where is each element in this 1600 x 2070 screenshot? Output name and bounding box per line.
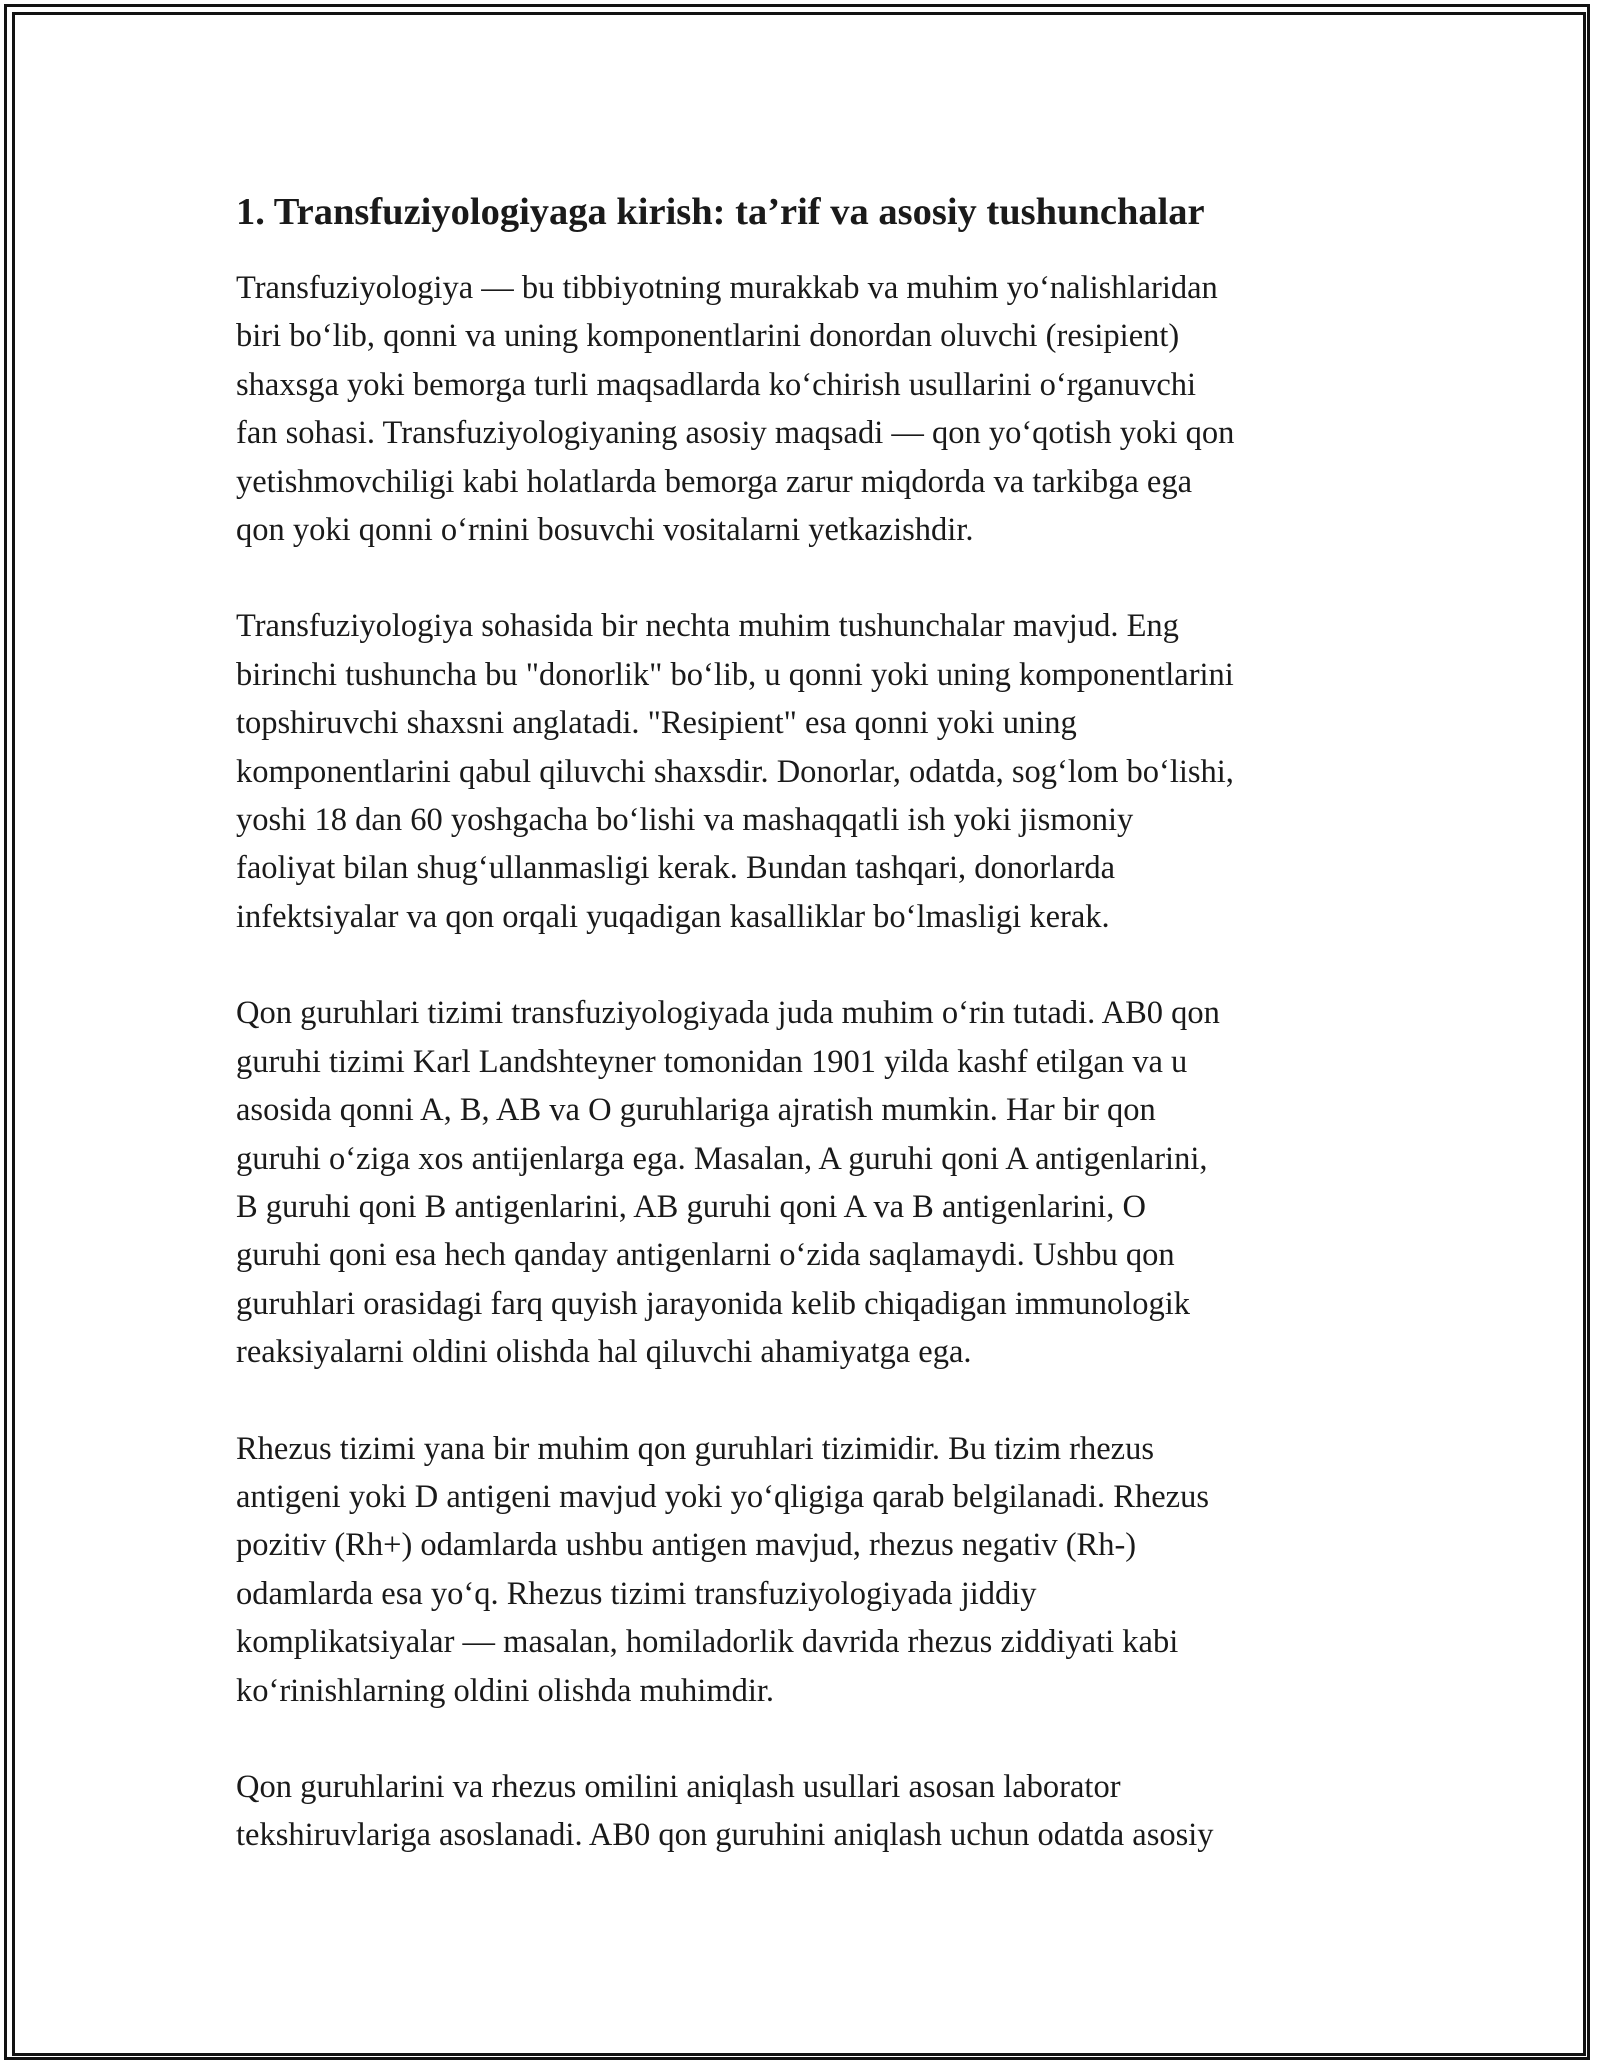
text-line: yetishmovchiligi kabi holatlarda bemorga zarur miqdorda va tarkibga ega	[236, 463, 1193, 500]
text-line: reaksiyalarni oldini olishda hal qiluvchi ahamiyatga ega.	[236, 1334, 972, 1371]
text-line: qon yoki qonni o‘rnini bosuvchi vositalarni yetkazishdir.	[236, 512, 974, 549]
paragraph-intro	[236, 264, 1376, 554]
text-line: guruhi tizimi Karl Landshteyner tomonidan 1901 yilda kashf etilgan va u	[236, 1043, 1188, 1080]
text-line: antigeni yoki D antigeni mavjud yoki yo‘qligiga qarab belgilanadi. Rhezus	[236, 1478, 1209, 1515]
text-line: pozitiv (Rh+) odamlarda ushbu antigen mavjud, rhezus negativ (Rh-)	[236, 1527, 1137, 1564]
text-line: Rhezus tizimi yana bir muhim qon guruhlari tizimidir. Bu tizim rhezus	[236, 1430, 1154, 1467]
paragraph-rhesus	[236, 1425, 1376, 1715]
text-line: komponentlarini qabul qiluvchi shaxsdir. Donorlar, odatda, sog‘lom bo‘lishi,	[236, 753, 1234, 790]
text-line: fan sohasi. Transfuziyologiyaning asosiy maqsadi — qon yo‘qotish yoki qon	[236, 415, 1235, 452]
text-line: guruhi qoni esa hech qanday antigenlarni o‘zida saqlamaydi. Ushbu qon	[236, 1237, 1175, 1274]
text-line: faoliyat bilan shug‘ullanmasligi kerak. Bundan tashqari, donorlarda	[236, 850, 1116, 887]
text-line: ko‘rinishlarning oldini olishda muhimdir.	[236, 1672, 775, 1709]
text-line: Transfuziyologiya sohasida bir nechta muhim tushunchalar mavjud. Eng	[236, 608, 1179, 645]
text-line: guruhi o‘ziga xos antijenlarga ega. Masalan, A guruhi qoni A antigenlarini,	[236, 1140, 1208, 1177]
text-line: Transfuziyologiya — bu tibbiyotning murakkab va muhim yo‘nalishlaridan	[236, 270, 1218, 306]
text-line: yoshi 18 dan 60 yoshgacha bo‘lishi va mashaqqatli ish yoki jismoniy	[236, 802, 1134, 839]
text-line: Qon guruhlarini va rhezus omilini aniqlash usullari asosan laborator	[236, 1768, 1121, 1805]
text-line: biri bo‘lib, qonni va uning komponentlarini donordan oluvchi (resipient)	[236, 318, 1180, 355]
text-line: shaxsga yoki bemorga turli maqsadlarda ko‘chirish usullarini o‘rganuvchi	[236, 366, 1197, 403]
text-line: tekshiruvlariga asoslanadi. AB0 qon guruhini aniqlash uchun odatda asosiy	[236, 1817, 1214, 1854]
document-body	[236, 186, 1376, 1908]
section-heading: 1. Transfuziyologiyaga kirish: ta’rif va asosiy tushunchalar	[236, 191, 1205, 233]
text-line: odamlarda esa yo‘q. Rhezus tizimi transfuziyologiyada jiddiy	[236, 1575, 1037, 1612]
text-line: infektsiyalar va qon orqali yuqadigan kasalliklar bo‘lmasligi kerak.	[236, 898, 1110, 935]
text-line: asosida qonni A, B, AB va O guruhlariga ajratish mumkin. Har bir qon	[236, 1092, 1156, 1129]
paragraph-blood-groups	[236, 989, 1376, 1376]
paragraph-methods	[236, 1763, 1376, 1860]
text-line: B guruhi qoni B antigenlarini, AB guruhi qoni A va B antigenlarini, O	[236, 1188, 1146, 1225]
paragraph-concepts	[236, 602, 1376, 941]
text-line: guruhlari orasidagi farq quyish jarayonida kelib chiqadigan immunologik	[236, 1285, 1191, 1322]
text-line: Qon guruhlari tizimi transfuziyologiyada juda muhim o‘rin tutadi. AB0 qon	[236, 995, 1220, 1032]
text-line: birinchi tushuncha bu "donorlik" bo‘lib, u qonni yoki uning komponentlarini	[236, 656, 1234, 693]
text-line: topshiruvchi shaxsni anglatadi. "Resipient" esa qonni yoki uning	[236, 705, 1077, 742]
text-line: komplikatsiyalar — masalan, homiladorlik davrida rhezus ziddiyati kabi	[236, 1624, 1179, 1661]
